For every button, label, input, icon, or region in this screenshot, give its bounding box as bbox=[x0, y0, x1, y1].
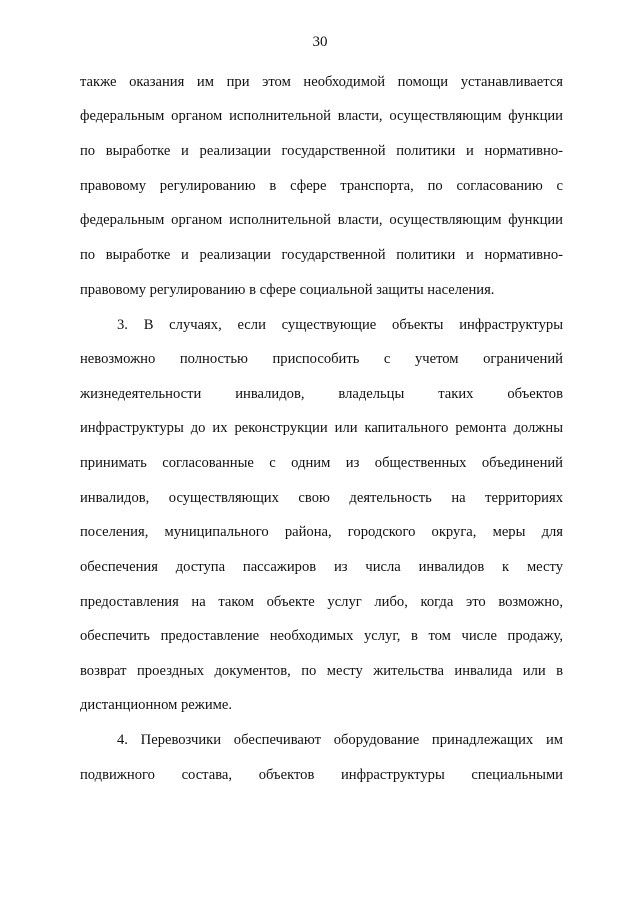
text-line: правовому регулированию в сфере транспорта, по согласованию с bbox=[80, 178, 563, 194]
page-number: 30 bbox=[312, 34, 328, 50]
text-line: инвалидов, осуществляющих свою деятельность на территориях bbox=[80, 490, 563, 506]
text-line: возврат проездных документов, по месту жительства инвалида или в bbox=[80, 663, 563, 679]
text-line: невозможно полностью приспособить с учетом ограничений bbox=[80, 351, 563, 367]
text-line: дистанционном режиме. bbox=[80, 697, 233, 713]
text-line: принимать согласованные с одним из общественных объединений bbox=[80, 455, 563, 471]
text-line: инфраструктуры до их реконструкции или капитального ремонта должны bbox=[80, 420, 563, 436]
text-line: подвижного состава, объектов инфраструктуры специальными bbox=[80, 767, 563, 783]
text-line: федеральным органом исполнительной власти, осуществляющим функции bbox=[80, 212, 563, 228]
text-line: 3. В случаях, если существующие объекты инфраструктуры bbox=[117, 317, 563, 333]
text-line: по выработке и реализации государственной политики и нормативно- bbox=[80, 143, 563, 159]
text-line: правовому регулированию в сфере социальной защиты населения. bbox=[80, 282, 495, 298]
text-line: также оказания им при этом необходимой помощи устанавливается bbox=[80, 74, 563, 90]
text-line: федеральным органом исполнительной власти, осуществляющим функции bbox=[80, 108, 563, 124]
text-line: обеспечить предоставление необходимых услуг, в том числе продажу, bbox=[80, 628, 563, 644]
text-line: по выработке и реализации государственной политики и нормативно- bbox=[80, 247, 563, 263]
text-line: поселения, муниципального района, городского округа, меры для bbox=[80, 524, 563, 540]
text-line: предоставления на таком объекте услуг либо, когда это возможно, bbox=[80, 594, 563, 610]
text-line: жизнедеятельности инвалидов, владельцы таких объектов bbox=[80, 386, 563, 402]
text-line: обеспечения доступа пассажиров из числа инвалидов к месту bbox=[80, 559, 563, 575]
text-line: 4. Перевозчики обеспечивают оборудование принадлежащих им bbox=[117, 732, 563, 748]
